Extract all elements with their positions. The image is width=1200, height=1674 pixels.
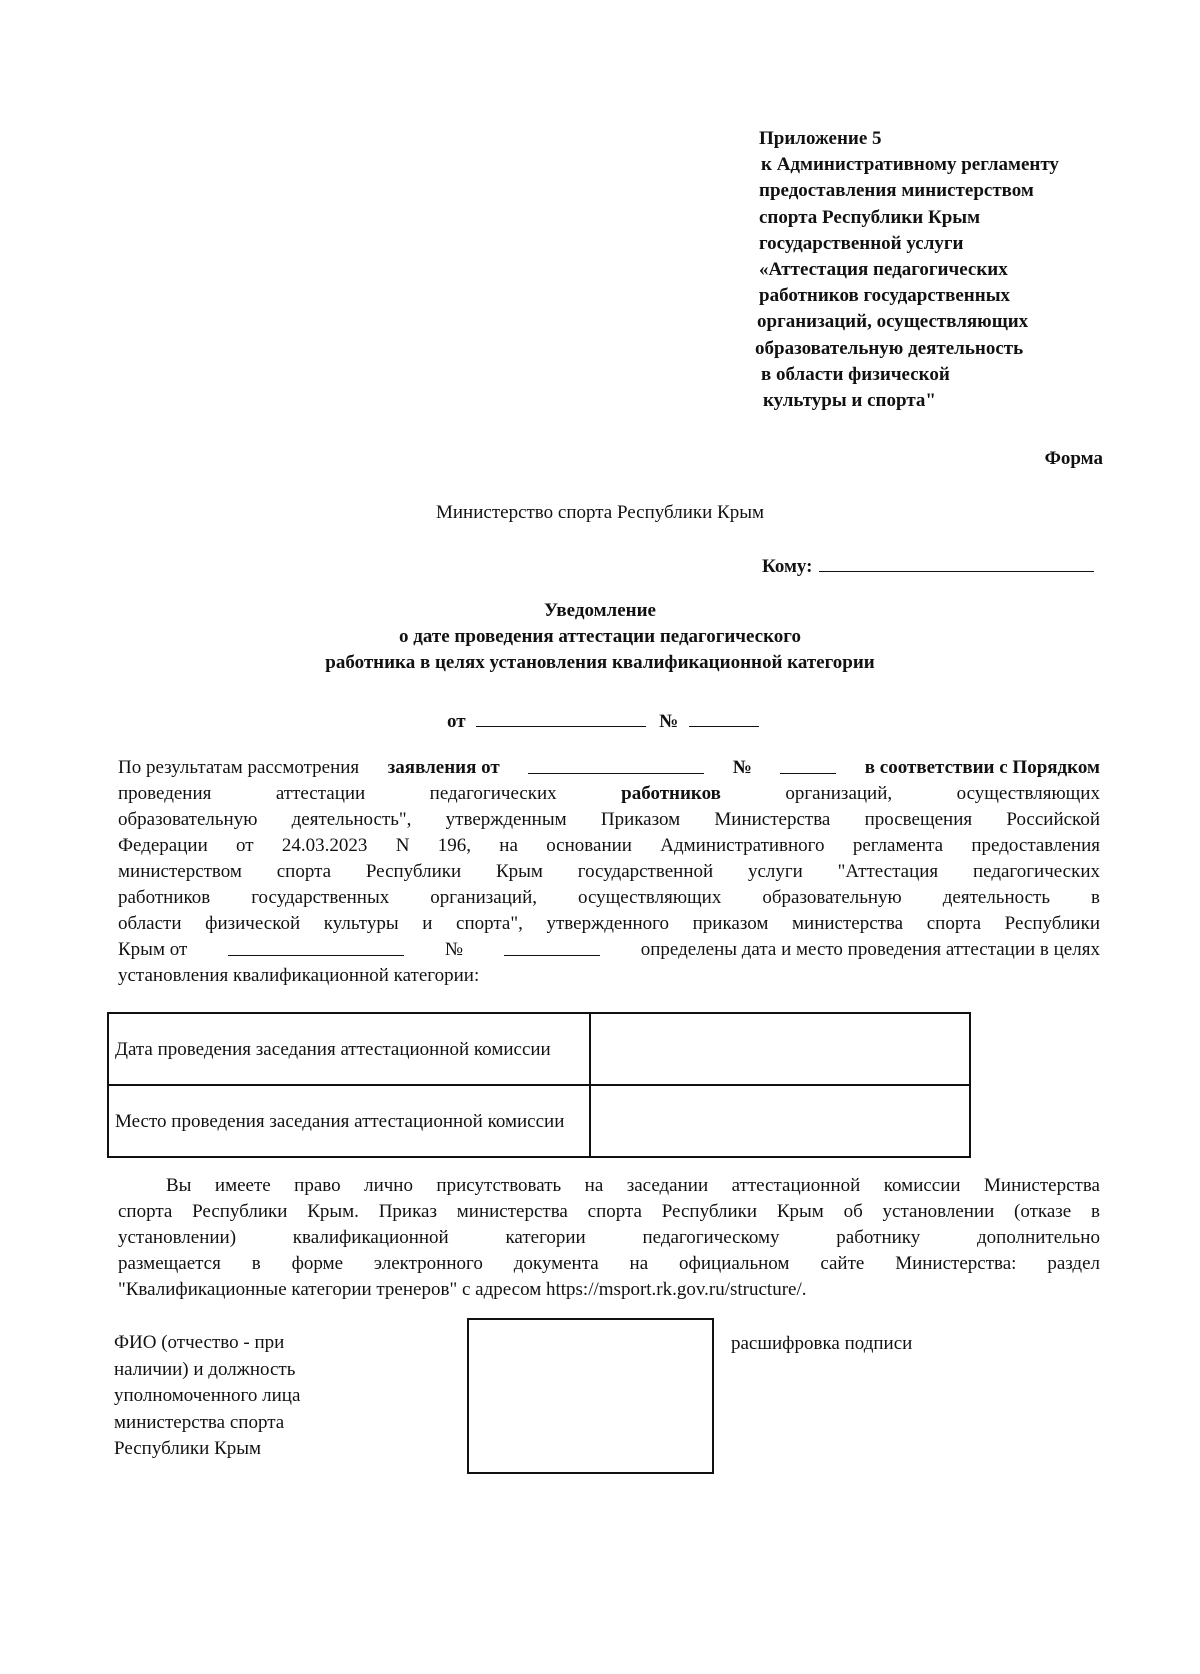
signatory-line: министерства спорта xyxy=(114,1411,285,1433)
appendix-header xyxy=(755,126,1139,414)
body-word: организаций, xyxy=(785,783,893,804)
recipient-field xyxy=(762,553,1094,580)
signatory-position xyxy=(114,1330,300,1463)
appendix-line: культуры и спорта" xyxy=(763,390,936,412)
body-text: № xyxy=(444,939,464,960)
notice-date-number xyxy=(447,708,759,735)
date-blank[interactable] xyxy=(476,708,646,727)
body-word: педагогических xyxy=(429,783,557,804)
para-line xyxy=(118,1225,1100,1251)
appendix-line: спорта Республики Крым xyxy=(759,206,981,228)
body-text: определены дата и место проведения аттестации в целях xyxy=(640,939,1100,960)
appendix-line: предоставления министерством xyxy=(759,180,1034,202)
body-line xyxy=(118,755,1100,781)
body-word: осуществляющих xyxy=(956,783,1100,804)
body-line: министерством спорта Республики Крым государственной услуги "Аттестация педагогических xyxy=(118,861,1100,882)
para-line: Вы имеете право лично присутствовать на заседании аттестационной комиссии Министерства xyxy=(166,1175,1100,1196)
signatory-line: Республики Крым xyxy=(114,1438,262,1459)
table-cell-value[interactable] xyxy=(590,1085,970,1157)
table-cell-label: Место проведения заседания аттестационной комиссии xyxy=(108,1085,590,1157)
table-cell-label: Дата проведения заседания аттестационной комиссии xyxy=(108,1013,590,1085)
signature-decoding: расшифровка подписи xyxy=(731,1333,913,1354)
body-line xyxy=(118,781,1100,807)
signatory-line: уполномоченного лица xyxy=(114,1385,301,1406)
table-cell-value[interactable] xyxy=(590,1013,970,1085)
body-text: в соответствии с Порядком xyxy=(864,757,1100,778)
regulation-number-blank[interactable] xyxy=(504,937,600,956)
number-label: № xyxy=(659,711,679,732)
body-word: работников xyxy=(621,783,721,804)
signatory-line: наличии) и должность xyxy=(114,1358,296,1380)
recipient-blank[interactable] xyxy=(819,553,1094,572)
table-row xyxy=(108,1013,970,1085)
para-word: работнику xyxy=(836,1227,921,1248)
body-text: заявления от xyxy=(387,757,500,778)
body-text: № xyxy=(732,757,752,778)
body-line xyxy=(118,937,1100,963)
signature-box[interactable] xyxy=(467,1318,714,1474)
body-word: аттестации xyxy=(275,783,366,804)
attestation-info-table xyxy=(107,1012,971,1158)
form-label: Форма xyxy=(1044,448,1103,469)
appendix-line: Приложение 5 xyxy=(759,128,882,149)
notice-subtitle-1: о дате проведения аттестации педагогического xyxy=(399,626,801,647)
date-label: от xyxy=(447,711,466,732)
notice-subtitle-2: работника в целях установления квалификационной категории xyxy=(325,652,875,673)
ministry-name: Министерство спорта Республики Крым xyxy=(436,502,764,523)
body-line: образовательную деятельность", утвержденным Приказом Министерства просвещения Российской xyxy=(118,809,1100,830)
para-word: педагогическому xyxy=(642,1227,780,1248)
regulation-date-blank[interactable] xyxy=(228,937,404,956)
body-line: Федерации от 24.03.2023 N 196, на основании Административного регламента предоставления xyxy=(118,835,1100,856)
body-line: области физической культуры и спорта", утвержденного приказом министерства спорта Республики xyxy=(118,913,1100,934)
body-text: По результатам рассмотрения xyxy=(118,757,360,778)
para-word: квалификационной xyxy=(292,1227,449,1248)
notice-title: Уведомление xyxy=(544,600,656,621)
body-line: работников государственных организаций, осуществляющих образовательную деятельность в xyxy=(118,887,1100,908)
number-blank[interactable] xyxy=(689,708,759,727)
appendix-line: в области физической xyxy=(761,363,950,385)
body-paragraph xyxy=(118,755,1100,989)
appendix-line: работников государственных xyxy=(759,285,1011,307)
appendix-line: государственной услуги xyxy=(759,232,964,254)
rights-paragraph xyxy=(118,1173,1100,1303)
body-word: проведения xyxy=(118,783,212,804)
para-word: категории xyxy=(505,1227,586,1248)
appendix-line: образовательную деятельность xyxy=(755,337,1024,359)
application-date-blank[interactable] xyxy=(528,755,704,774)
para-word: дополнительно xyxy=(977,1227,1100,1248)
body-text: Крым от xyxy=(118,939,188,960)
para-line: размещается в форме электронного документа на официальном сайте Министерства: раздел xyxy=(118,1253,1100,1274)
recipient-label: Кому: xyxy=(762,556,813,577)
body-line: установления квалификационной категории: xyxy=(118,965,480,986)
table-row xyxy=(108,1085,970,1157)
application-number-blank[interactable] xyxy=(780,755,836,774)
para-line: "Квалификационные категории тренеров" с адресом https://msport.rk.gov.ru/structure/. xyxy=(118,1279,807,1300)
appendix-line: организаций, осуществляющих xyxy=(757,311,1029,333)
signatory-line: ФИО (отчество - при xyxy=(114,1332,285,1353)
para-word: установлении) xyxy=(118,1227,237,1248)
appendix-line: к Административному регламенту xyxy=(761,154,1059,176)
appendix-line: «Аттестация педагогических xyxy=(759,259,1008,281)
para-line: спорта Республики Крым. Приказ министерства спорта Республики Крым об установлении (отказе в xyxy=(118,1201,1100,1222)
